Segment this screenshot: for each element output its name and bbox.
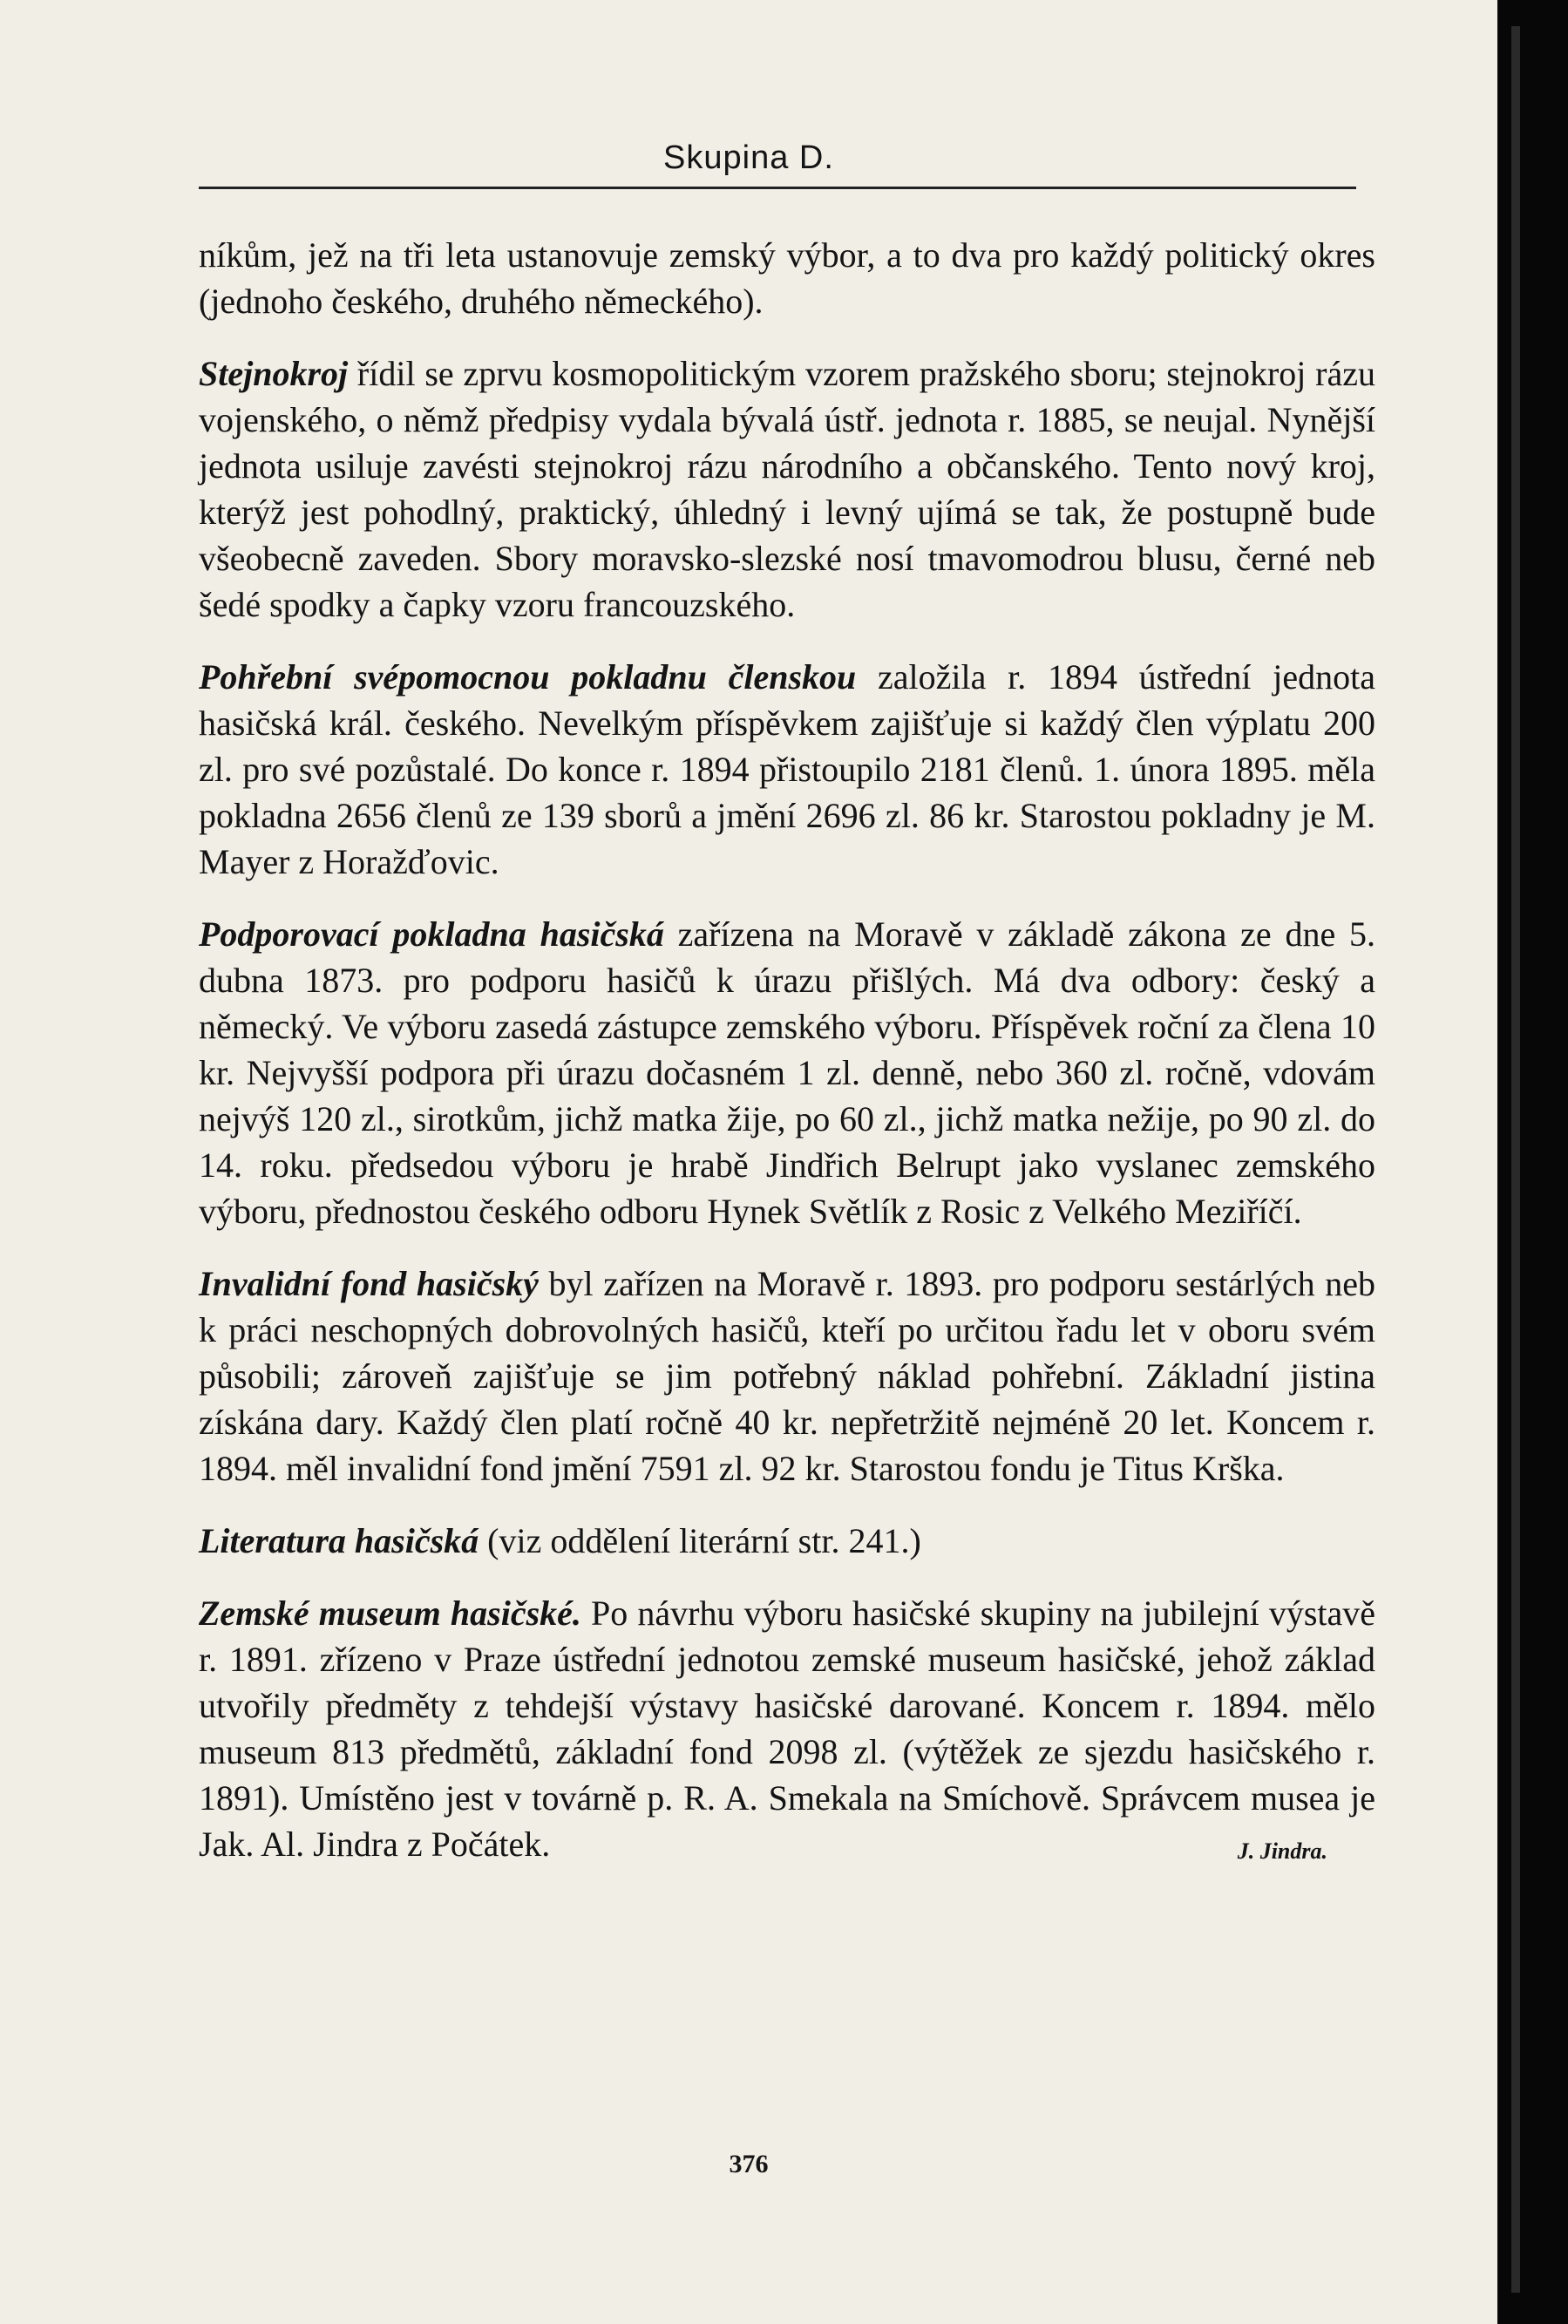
paragraph-title: Invalidní fond hasičský — [199, 1264, 539, 1303]
paragraph-pohrebni — [199, 654, 1375, 885]
body-text — [199, 232, 1375, 1874]
paragraph-museum — [199, 1590, 1375, 1867]
scan-edge — [1497, 0, 1568, 2324]
paragraph-text: Po návrhu výboru hasičské skupiny na jubilejní výstavě r. 1891. zřízeno v Praze ústřední jednotou zemské museum hasičské, jehož základ utvořily předměty z tehdejší výstavy hasičské darované. Koncem r. 1894. mělo museum 813 předmětů, základní fond 2098 zl. (výtěžek ze sjezdu hasičského r. 1891). Umístěno jest v továrně p. R. A. Smekala na Smíchově. Správcem musea je Jak. Al. Jindra z Počátek. — [199, 1594, 1376, 1864]
paragraph-text: zařízena na Moravě v základě zákona ze dne 5. dubna 1873. pro podporu hasičů k úrazu přišlých. Má dva odbory: český a německý. Ve výboru zasedá zástupce zemského výboru. Příspěvek roční za člena 10 kr. Nejvyšší podpora při úrazu dočasném 1 zl. denně, nebo 360 zl. ročně, vdovám nejvýš 120 zl., sirotkům, jichž matka žije, po 60 zl., jichž matka nežije, po 90 zl. do 14. roku. předsedou výboru je hrabě Jindřich Belrupt jako vyslanec zemského výboru, přednostou českého odboru Hynek Světlík z Rosic z Velkého Meziříčí. — [199, 914, 1375, 1231]
author-signature: J. Jindra. — [1237, 1838, 1327, 1864]
paragraph-text: řídil se zprvu kosmopolitickým vzorem pražského sboru; stejnokroj rázu vojenského, o němž předpisy vydala bývalá ústř. jednota r. 1885, se neujal. Nynější jednota usiluje zavésti stejnokroj rázu národního a občanského. Tento nový kroj, kterýž jest pohodlný, praktický, úhledný i levný ujímá se tak, že postupně bude všeobecně zaveden. Sbory moravsko-slezské nosí tmavomodrou blusu, černé neb šedé spodky a čapky vzoru francouzského. — [199, 354, 1375, 624]
paragraph-title: Stejnokroj — [199, 354, 349, 393]
paragraph-podporovaci — [199, 911, 1375, 1234]
paragraph-title: Podporovací pokladna hasičská — [199, 914, 664, 954]
header-rule — [199, 187, 1356, 189]
paragraph-1 — [199, 232, 1375, 324]
paragraph-title: Literatura hasičská — [199, 1521, 479, 1560]
page-header: Skupina D. — [663, 139, 834, 176]
paragraph-title: Zemské museum hasičské. — [199, 1594, 581, 1633]
paragraph-literatura — [199, 1518, 1375, 1564]
scan-edge-stripe — [1511, 26, 1520, 2293]
paragraph-text: byl zařízen na Moravě r. 1893. pro podporu sestárlých neb k práci neschopných dobrovolných hasičů, kteří po určitou řadu let v oboru svém působili; zároveň zajišťuje se jim potřebný náklad pohřební. Základní jistina získána dary. Každý člen platí ročně 40 kr. nepřetržitě nejméně 20 let. Koncem r. 1894. měl invalidní fond jmění 7591 zl. 92 kr. Starostou fondu je Titus Krška. — [199, 1264, 1375, 1488]
page-number: 376 — [729, 2150, 769, 2178]
paragraph-title: Pohřební svépomocnou pokladnu členskou — [199, 657, 857, 697]
paragraph-stejnokroj — [199, 350, 1375, 628]
paragraph-text: (viz oddělení literární str. 241.) — [487, 1521, 921, 1560]
paragraph-invalidni — [199, 1261, 1375, 1492]
paragraph-text: založila r. 1894 ústřední jednota hasičská král. českého. Nevelkým příspěvkem zajišťuje si každý člen výplatu 200 zl. pro své pozůstalé. Do konce r. 1894 přistoupilo 2181 členů. 1. února 1895. měla pokladna 2656 členů ze 139 sborů a jmění 2696 zl. 86 kr. Starostou pokladny je M. Mayer z Horažďovic. — [199, 657, 1376, 881]
paragraph-text: níkům, jež na tři leta ustanovuje zemský výbor, a to dva pro každý politický okres (jednoho českého, druhého německého). — [199, 235, 1375, 321]
